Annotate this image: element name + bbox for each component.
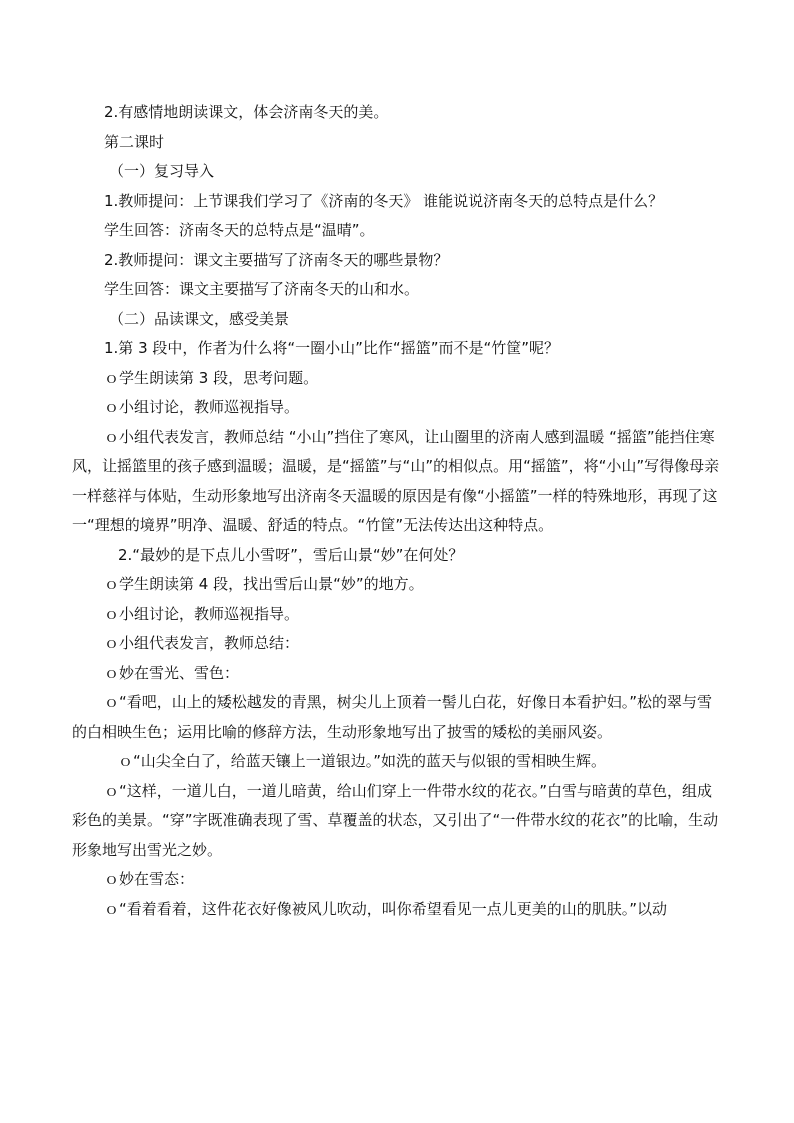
- student-answer-2: 学生回答：课文主要描写了济南冬天的山和水。: [104, 280, 420, 298]
- student-answer-1: 学生回答：济南冬天的总特点是“温晴”。: [104, 221, 375, 239]
- teacher-question-2: 2.教师提问：课文主要描写了济南冬天的哪些景物？: [104, 250, 449, 269]
- list-item-summary-cradle: ｏ小组代表发言，教师总结 “小山”挡住了寒风，让山圈里的济南人感到温暖 “摇篮”能挡住寒风，让摇篮里的孩子感到温暖；温暖，是“摇篮”与“山”的相似点。用“摇篮”，将“小山”写得像母亲一样慈祥与体贴，生动形象地写出济南冬天温暖的原因是有像“小摇篮”一样的特殊地形，再现了这一“理想的境界”明净、温暖、舒适的特点。“竹筐”无法传达出这种特点。: [72, 427, 720, 534]
- list-item-pine-quote: ｏ“看吧，山上的矮松越发的青黑，树尖儿上顶着一髻儿白花，好像日本看护妇。”松的翠与雪的白相映生色；运用比喻的修辞方法，生动形象地写出了披雪的矮松的美丽风姿。: [72, 693, 713, 741]
- list-item: ｏ小组讨论，教师巡视指导。: [104, 398, 300, 416]
- paragraph-objective-2: 2.有感情地朗读课文，体会济南冬天的美。: [104, 103, 389, 121]
- list-item: ｏ小组讨论，教师巡视指导。: [104, 604, 300, 623]
- list-item-mountain-quote: ｏ“山尖全白了，给蓝天镶上一道银边。”如洗的蓝天与似银的雪相映生辉。: [118, 752, 607, 770]
- document-body: [72, 98, 724, 924]
- subsection-reading: （二）品读课文，感受美景: [109, 309, 290, 328]
- list-item: ｏ小组代表发言，教师总结：: [104, 634, 300, 652]
- question-paragraph-3: 1.第 3 段中，作者为什么将“一圈小山”比作“摇篮”而不是“竹筐”呢？: [104, 339, 560, 357]
- list-item: ｏ妙在雪态：: [104, 870, 195, 888]
- section-title-second-lesson: 第二课时: [104, 132, 165, 151]
- subsection-review: （一）复习导入: [109, 162, 215, 180]
- list-item-wind-quote: ｏ“看着看着，这件花衣好像被风儿吹动，叫你希望看见一点儿更美的山的肌肤。”以动: [104, 899, 668, 918]
- teacher-question-1: 1.教师提问：上节课我们学习了《济南的冬天》 谁能说说济南冬天的总特点是什么？: [104, 191, 664, 210]
- list-item: ｏ学生朗读第 4 段，找出雪后山景“妙”的地方。: [104, 575, 424, 593]
- list-item-flower-coat-quote: ｏ“这样，一道儿白，一道儿暗黄，给山们穿上一件带水纹的花衣。”白雪与暗黄的草色，组成彩色的美景。“穿”字既准确表现了雪、草覆盖的状态，又引出了“一件带水纹的花衣”的比喻，生动形象地写出雪光之妙。: [72, 781, 719, 859]
- list-item: ｏ学生朗读第 3 段，思考问题。: [104, 368, 319, 387]
- question-snow-scene: 2.“最妙的是下点儿小雪呀”，雪后山景“妙”在何处？: [118, 545, 464, 564]
- list-item: ｏ妙在雪光、雪色：: [104, 663, 240, 682]
